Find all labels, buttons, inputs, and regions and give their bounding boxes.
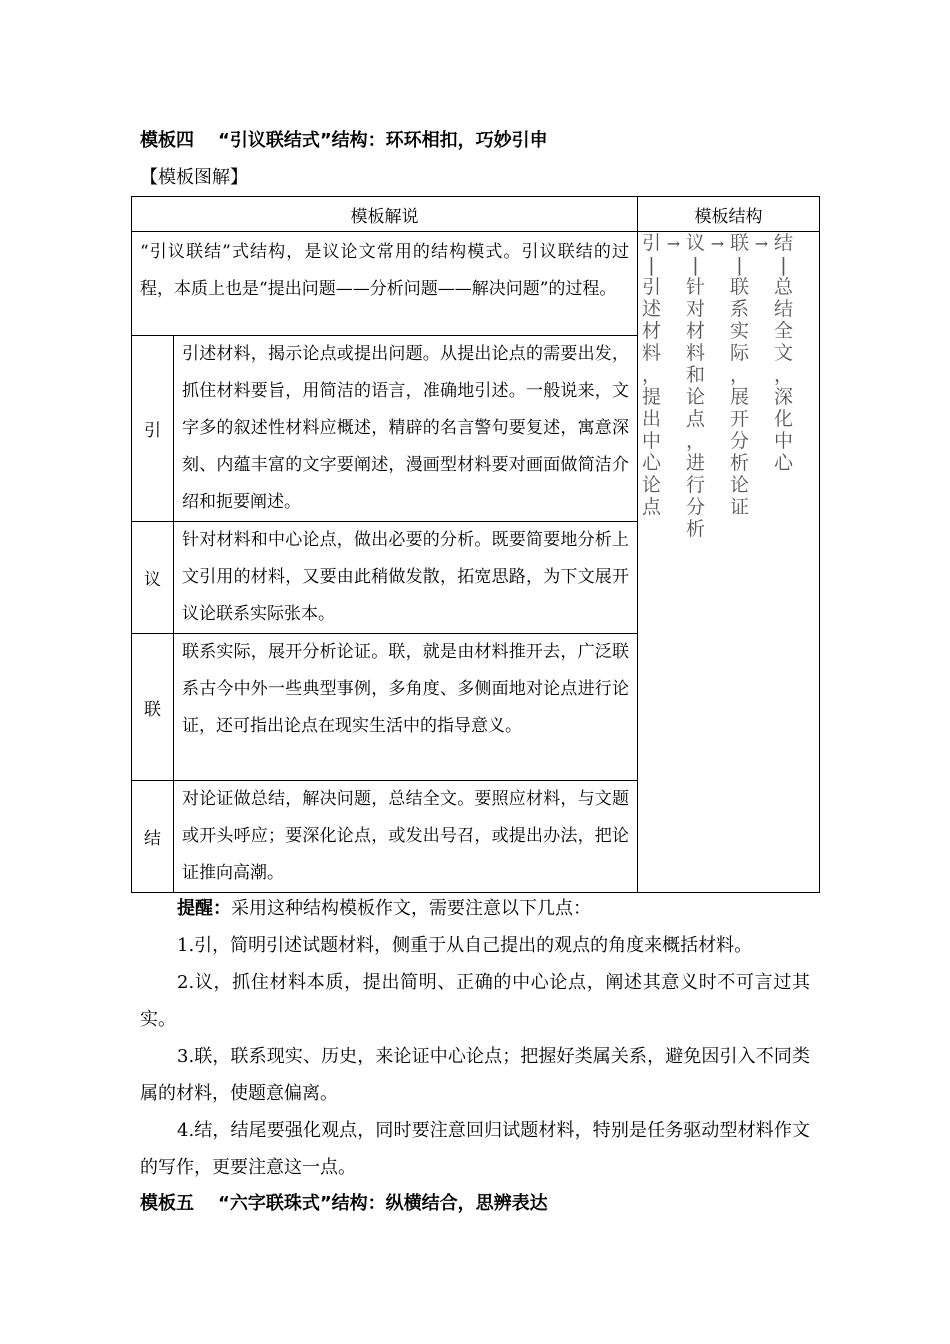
template-four-title: “引议联结式”结构：环环相扣，巧妙引申 [218,130,548,151]
structure-column-yin: 引 | 引 述 材 料 ， 提 出 中 心 论 点 [641,232,661,518]
template-four-heading [140,126,548,152]
notes-lead-bold: 提醒： [177,898,231,919]
row-text-jie: 对论证做总结，解决问题，总结全文。要照应材料，与文题或开头呼应；要深化论点，或发出号召，或提出办法，把论证推向高潮。 [182,789,629,883]
row-text-yi: 针对材料和中心论点，做出必要的分析。既要简要地分析上文引用的材料，又要由此稍做发散，拓宽思路，为下文展开议论联系实际张本。 [182,530,629,624]
note-item: 1.引，简明引述试题材料，侧重于从自己提出的观点的角度来概括材料。 [177,935,753,956]
intro-cell [132,232,638,336]
row-text-yin: 引述材料，揭示论点或提出问题。从提出论点的需要出发，抓住材料要旨，用简洁的语言，准确地引述。一般说来，文字多的叙述性材料应概述，精辟的名言警句要复述，寓意深刻、内蕴丰富的文字要阐述，漫画型材料要对画面做简洁介绍和扼要阐述。 [182,344,629,512]
arrow-icon: → [666,234,681,253]
row-key-lian: 联 [132,634,174,781]
arrow-icon: → [710,234,725,253]
row-text-cell [174,522,638,634]
template-five-title: “六字联珠式”结构：纵横结合，思辨表达 [218,1193,548,1214]
note-item: 4.结，结尾要强化观点，同时要注意回归试题材料，特别是任务驱动型材料作文的写作，更要注意这一点。 [140,1120,810,1178]
row-key-yin: 引 [132,336,174,522]
structure-column-yi: 议 | 针 对 材 料 和 论 点 ， 进 行 分 析 [685,232,705,540]
diagram-subheading: 【模板图解】 [140,167,248,188]
structure-cell [638,232,820,893]
template-five-heading [140,1189,548,1215]
notes-lead [140,890,810,927]
structure-column-lian: 联 | 联 系 实 际 ， 展 开 分 析 论 证 [729,232,749,518]
column-header-structure: 模板结构 [638,197,820,232]
column-header-explain: 模板解说 [132,197,638,232]
row-text-cell [174,336,638,522]
arrow-icon: → [754,234,769,253]
intro-text: “引议联结”式结构，是议论文常用的结构模式。引议联结的过程，本质上也是“提出问题——分析问题——解决问题”的过程。 [140,242,629,299]
row-key-yi: 议 [132,522,174,634]
row-text-cell [174,781,638,893]
notes-lead-rest: 采用这种结构模板作文，需要注意以下几点： [231,898,591,919]
note-item: 3.联，联系现实、历史，来论证中心论点；把握好类属关系，避免因引入不同类属的材料，使题意偏离。 [140,1046,810,1104]
structure-column-jie: 结 | 总 结 全 文 ， 深 化 中 心 [773,232,793,474]
structure-flow [639,232,819,892]
note-item: 2.议，抓住材料本质，提出简明、正确的中心论点，阐述其意义时不可言过其实。 [140,972,810,1030]
row-text-cell [174,634,638,781]
template-table [131,196,820,893]
row-text-lian: 联系实际，展开分析论证。联，就是由材料推开去，广泛联系古今中外一些典型事例，多角度、多侧面地对论点进行论证，还可指出论点在现实生活中的指导意义。 [182,642,629,736]
notes-section [140,890,810,1186]
template-five-label: 模板五 [140,1193,194,1214]
template-four-label: 模板四 [140,130,194,151]
row-key-jie: 结 [132,781,174,893]
